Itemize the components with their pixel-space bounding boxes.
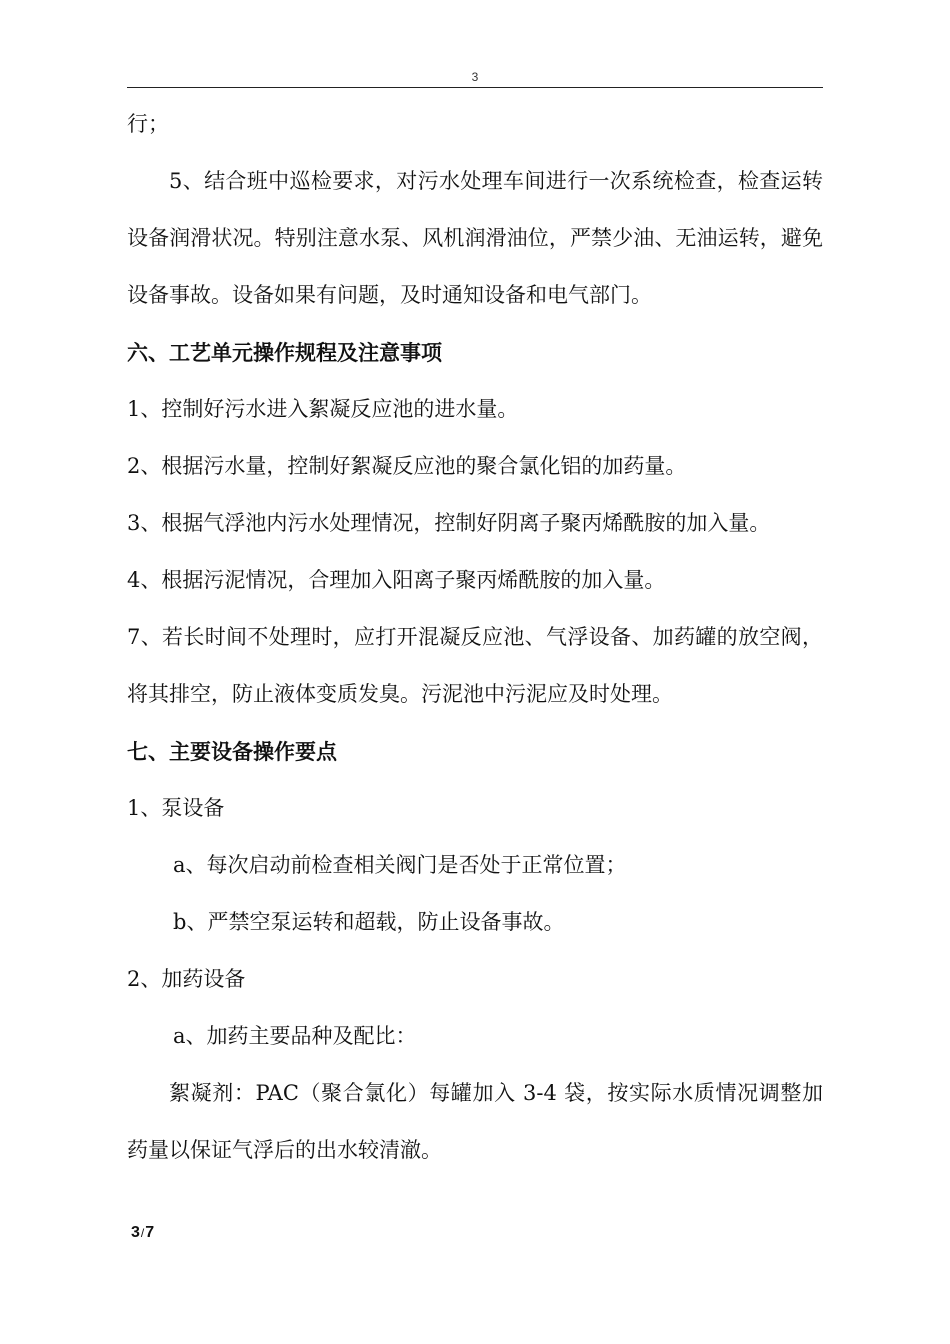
footer-separator: / bbox=[140, 1226, 145, 1240]
equipment-pump-a: a、每次启动前检查相关阀门是否处于正常位置； bbox=[173, 853, 627, 877]
equipment-pump: 1、泵设备 bbox=[127, 796, 225, 820]
list-item-3: 3、根据气浮池内污水处理情况，控制好阴离子聚丙烯酰胺的加入量。 bbox=[127, 511, 771, 535]
equipment-pump-b: b、严禁空泵运转和超载，防止设备事故。 bbox=[173, 910, 565, 934]
footer-current-page: 3 bbox=[131, 1224, 140, 1241]
section-heading-7: 七、主要设备操作要点 bbox=[127, 739, 337, 764]
footer-total-pages: 7 bbox=[145, 1224, 155, 1241]
header-page-number: 3 bbox=[471, 70, 479, 84]
equipment-dosing-a: a、加药主要品种及配比： bbox=[173, 1024, 417, 1048]
list-item-1: 1、控制好污水进入絮凝反应池的进水量。 bbox=[127, 397, 519, 421]
equipment-dosing: 2、加药设备 bbox=[127, 967, 246, 991]
paragraph-inspection: 5、结合班中巡检要求，对污水处理车间进行一次系统检查，检查运转设备润滑状况。特别注意水泵、风机润滑油位，严禁少油、无油运转，避免设备事故。设备如果有问题，及时通知设备和电气部门。 bbox=[127, 169, 823, 307]
flocculant-paragraph: 絮凝剂：PAC（聚合氯化）每罐加入 3-4 袋，按实际水质情况调整加药量以保证气浮后的出水较清澈。 bbox=[127, 1081, 823, 1162]
paragraph-continuation: 行； bbox=[127, 112, 169, 136]
footer-page-indicator bbox=[131, 1224, 154, 1242]
list-item-7: 7、若长时间不处理时，应打开混凝反应池、气浮设备、加药罐的放空阀，将其排空，防止液体变质发臭。污泥池中污泥应及时处理。 bbox=[127, 625, 823, 706]
document-body bbox=[127, 96, 823, 1179]
list-item-2: 2、根据污水量，控制好絮凝反应池的聚合氯化铝的加药量。 bbox=[127, 454, 687, 478]
section-heading-6: 六、工艺单元操作规程及注意事项 bbox=[127, 340, 442, 365]
header-rule bbox=[127, 87, 823, 88]
list-item-4: 4、根据污泥情况，合理加入阳离子聚丙烯酰胺的加入量。 bbox=[127, 568, 666, 592]
